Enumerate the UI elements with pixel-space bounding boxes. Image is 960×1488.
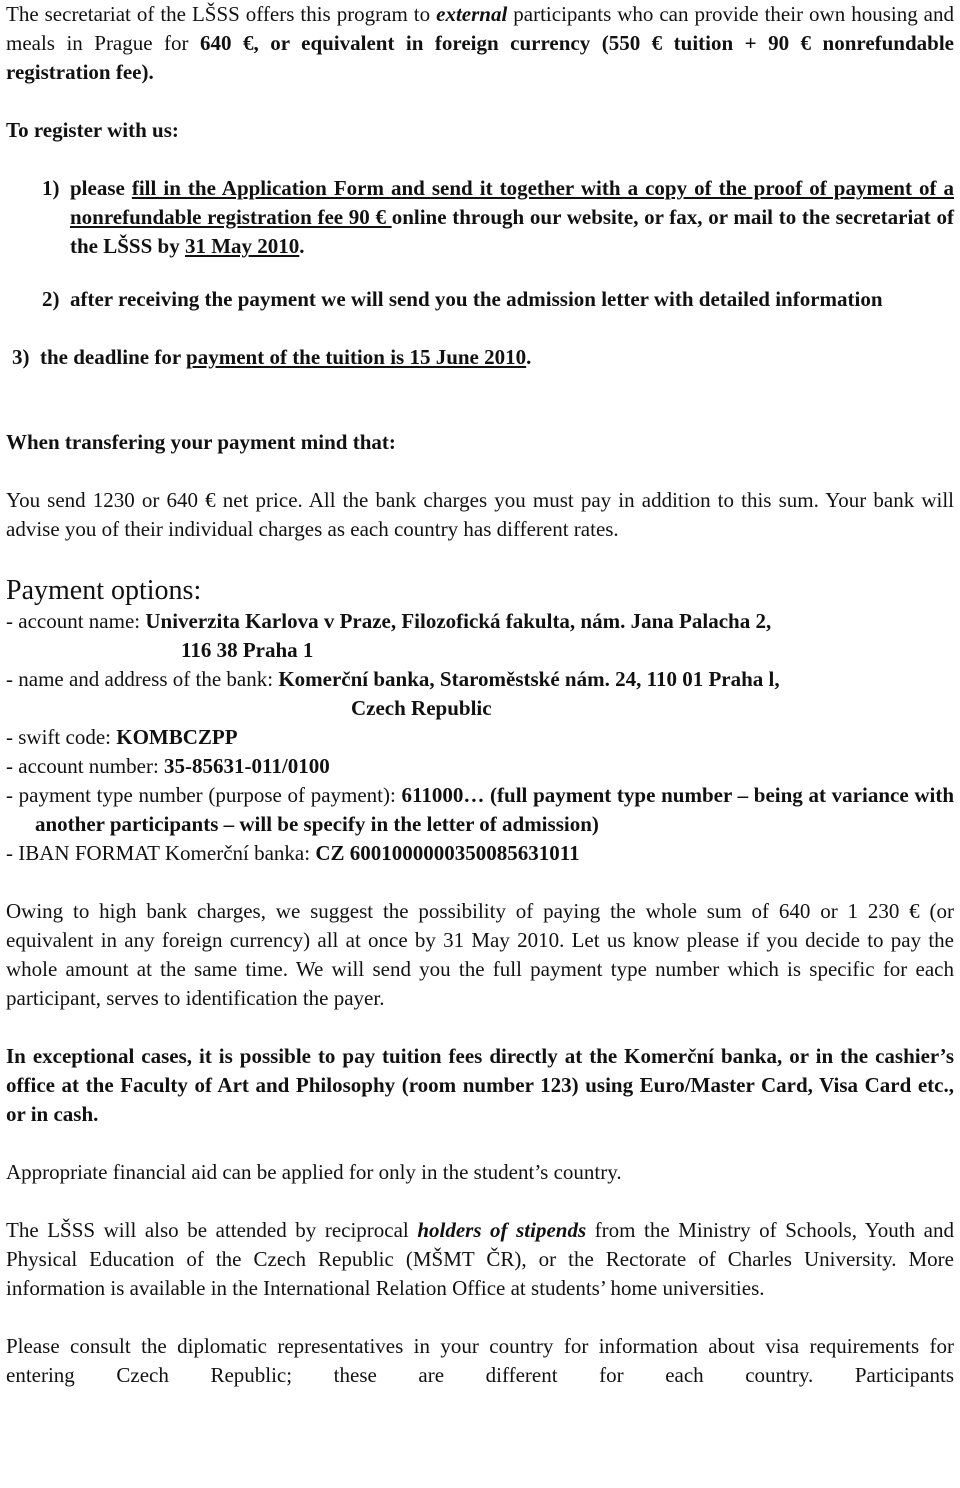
payment-type-value: 611000… (full payment type number – being at variance with another participants – will be specify in the letter of admission)	[35, 783, 954, 836]
step-number: 1)	[42, 176, 60, 200]
intro-fee-bold: 640 €, or equivalent in foreign currency (550 € tuition + 90 € nonrefundable registration fee).	[6, 31, 955, 84]
bank-value: Komerční banka, Staroměstské nám. 24, 110 01 Praha l,	[278, 667, 780, 691]
account-number-value: 35-85631-011/0100	[164, 754, 330, 778]
payment-type-label: - payment type number (purpose of payment):	[6, 783, 402, 807]
step1-text-a: please	[70, 176, 132, 200]
intro-paragraph	[6, 0, 954, 87]
step1-text-b: online through our website, or fax, or mail to the secretariat of the LŠSS by	[70, 205, 954, 258]
iban-label: - IBAN FORMAT Komerční banka:	[6, 841, 316, 865]
stipends-text-b: from the Ministry of Schools, Youth and Physical Education of the Czech Republic (MŠMT ČR), or the Rectorate of Charles University. More information is available in the International Relation Office at students’ home universities.	[6, 1218, 954, 1300]
account-number-label: - account number:	[6, 754, 165, 778]
swift-value: KOMBCZPP	[116, 725, 238, 749]
step3-underlined: payment of the tuition is 15 June 2010	[186, 345, 527, 369]
financial-aid-paragraph: Appropriate financial aid can be applied for only in the student’s country.	[6, 1160, 622, 1184]
account-name-label: - account name:	[6, 609, 146, 633]
stipends-text-a: The LŠSS will also be attended by reciprocal	[6, 1218, 418, 1242]
iban-row	[6, 839, 954, 868]
payment-options-heading: Payment options:	[6, 575, 202, 606]
step-number: 2)	[42, 287, 60, 311]
bank-label: - name and address of the bank:	[6, 667, 279, 691]
step1-deadline: 31 May 2010	[184, 234, 300, 258]
bank-country: Czech Republic	[351, 696, 492, 720]
step1-period: .	[299, 234, 305, 258]
register-step-1	[6, 174, 954, 261]
transfer-text: You send 1230 or 640 € net price. All the bank charges you must pay in addition to this sum. Your bank will advise you of their individual charges as each country has different rates.	[6, 488, 954, 541]
transfer-heading: When transfering your payment mind that:	[6, 430, 396, 454]
bank-row	[6, 665, 954, 694]
register-heading: To register with us:	[6, 118, 179, 142]
stipends-holders: holders of stipends	[417, 1218, 587, 1242]
step2-text: after receiving the payment we will send you the admission letter with detailed information	[70, 287, 883, 311]
intro-text-2: participants who can provide their own housing and meals in Prague for	[6, 2, 954, 55]
account-name-address: 116 38 Praha 1	[181, 638, 314, 662]
payment-options-list	[6, 607, 954, 868]
swift-label: - swift code:	[6, 725, 117, 749]
owing-paragraph: Owing to high bank charges, we suggest the possibility of paying the whole sum of 640 or 1 230 € (or equivalent in any foreign currency) all at once by 31 May 2010. Let us know please if you decide to pay the whole amount at the same time. We will send you the full payment type number which is specific for each participant, serves to identification the payer.	[6, 899, 954, 1010]
account-name-row	[6, 607, 954, 636]
consult-paragraph: Please consult the diplomatic representatives in your country for information about visa requirements for entering Czech Republic; these are different for each country. Participants	[6, 1334, 954, 1387]
iban-value: CZ 6001000000350085631011	[315, 841, 580, 865]
step3-text-a: the deadline for	[40, 345, 187, 369]
step-number: 3)	[12, 345, 30, 369]
step3-period: .	[526, 345, 532, 369]
swift-row	[6, 723, 954, 752]
step1-underlined: fill in the Application Form and send it together with a copy of the proof of payment of a nonrefundable registration fee 90 €	[70, 176, 955, 229]
register-step-2	[6, 285, 954, 314]
register-step-3	[6, 343, 954, 372]
intro-text-1: The secretariat of the LŠSS offers this program to	[6, 2, 437, 26]
stipends-paragraph	[6, 1216, 954, 1303]
intro-external: external	[436, 2, 508, 26]
account-name-value: Univerzita Karlova v Praze, Filozofická fakulta, nám. Jana Palacha 2,	[145, 609, 772, 633]
account-number-row	[6, 752, 954, 781]
payment-type-row	[6, 781, 954, 839]
register-steps	[6, 174, 954, 372]
exceptional-paragraph: In exceptional cases, it is possible to pay tuition fees directly at the Komerční banka, or in the cashier’s office at the Faculty of Art and Philosophy (room number 123) using Euro/Master Card, Visa Card etc., or in cash.	[6, 1044, 954, 1126]
